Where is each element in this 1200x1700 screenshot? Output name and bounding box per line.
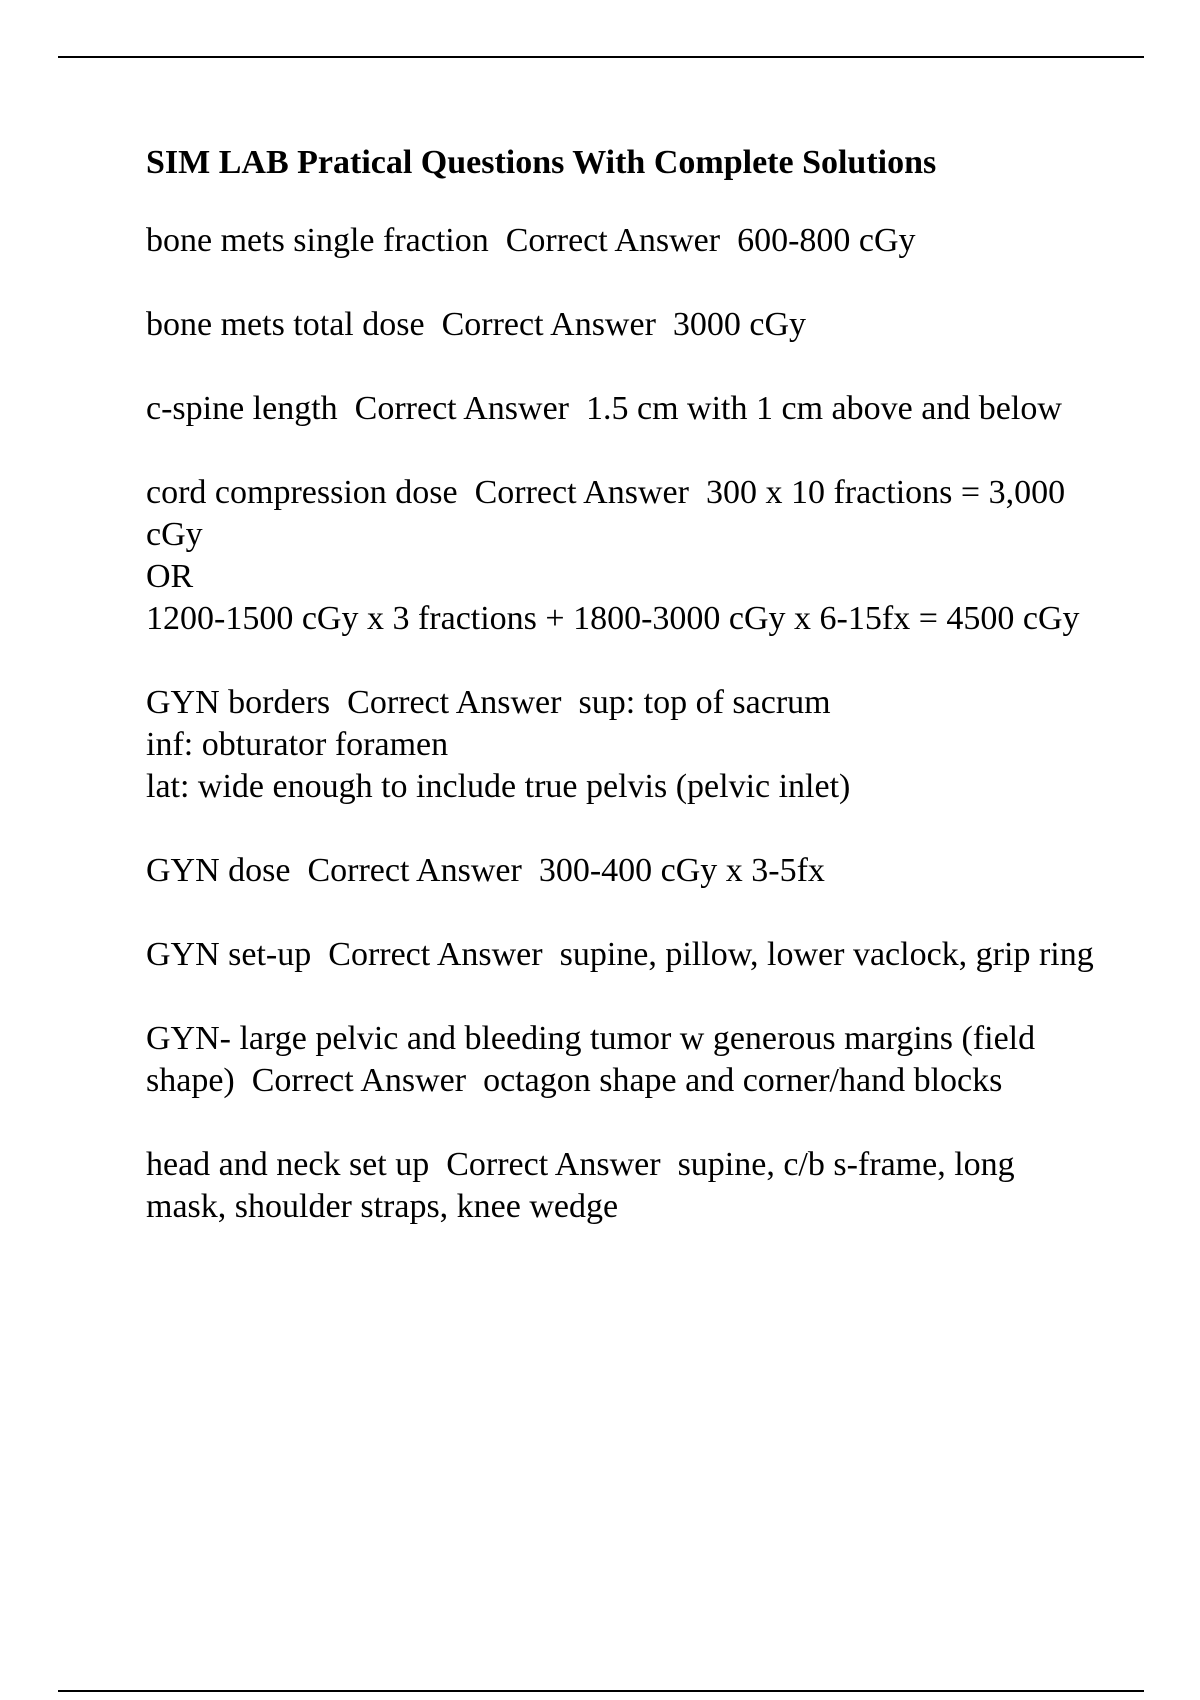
qa-first-line bbox=[146, 1144, 1096, 1228]
correct-answer-label: Correct Answer bbox=[330, 684, 579, 721]
header-rule bbox=[58, 56, 1144, 58]
answer-line: inf: obturator foramen bbox=[146, 726, 449, 763]
qa-first-line bbox=[146, 304, 1096, 346]
question-text: c-spine length bbox=[146, 390, 338, 427]
answer-line: lat: wide enough to include true pelvis (pelvic inlet) bbox=[146, 768, 851, 805]
correct-answer-label: Correct Answer bbox=[337, 390, 586, 427]
answer-text: octagon shape and corner/hand blocks bbox=[483, 1062, 1003, 1099]
qa-first-line bbox=[146, 472, 1096, 556]
question-text: GYN dose bbox=[146, 852, 291, 889]
document-body bbox=[146, 142, 1096, 1270]
footer-rule bbox=[58, 1690, 1144, 1692]
answer-text: sup: top of sacrum bbox=[578, 684, 831, 721]
correct-answer-label: Correct Answer bbox=[234, 1062, 484, 1099]
question-text: bone mets total dose bbox=[146, 306, 425, 343]
question-text: GYN set-up bbox=[146, 936, 312, 973]
answer-text: 600-800 cGy bbox=[737, 222, 916, 259]
qa-item bbox=[146, 1144, 1096, 1228]
qa-first-line bbox=[146, 934, 1096, 976]
answer-text: supine, c/b s-frame, long mask, shoulder straps, knee wedge bbox=[146, 1146, 1015, 1225]
question-text: cord compression dose bbox=[146, 474, 458, 511]
correct-answer-label: Correct Answer bbox=[290, 852, 539, 889]
correct-answer-label: Correct Answer bbox=[488, 222, 738, 259]
qa-item bbox=[146, 304, 1096, 346]
answer-line: 1200-1500 cGy x 3 fractions + 1800-3000 cGy x 6-15fx = 4500 cGy bbox=[146, 600, 1080, 637]
document-title: SIM LAB Pratical Questions With Complete Solutions bbox=[146, 144, 937, 181]
qa-first-line bbox=[146, 1018, 1096, 1102]
correct-answer-label: Correct Answer bbox=[429, 1146, 678, 1183]
qa-first-line bbox=[146, 220, 1096, 262]
question-text: bone mets single fraction bbox=[146, 222, 489, 259]
qa-item bbox=[146, 1018, 1096, 1102]
answer-line: OR bbox=[146, 558, 194, 595]
answer-text: 1.5 cm with 1 cm above and below bbox=[586, 390, 1062, 427]
qa-first-line bbox=[146, 850, 1096, 892]
correct-answer-label: Correct Answer bbox=[424, 306, 673, 343]
qa-first-line bbox=[146, 682, 1096, 724]
qa-item bbox=[146, 388, 1096, 430]
qa-item bbox=[146, 934, 1096, 976]
answer-text: supine, pillow, lower vaclock, grip ring bbox=[559, 936, 1094, 973]
question-text: head and neck set up bbox=[146, 1146, 430, 1183]
qa-item bbox=[146, 220, 1096, 262]
answer-text: 3000 cGy bbox=[672, 306, 807, 343]
qa-item bbox=[146, 682, 1096, 808]
qa-item bbox=[146, 472, 1096, 640]
answer-text: 300 x 10 fractions = 3,000 cGy bbox=[146, 474, 1066, 553]
qa-item bbox=[146, 850, 1096, 892]
question-text: GYN- large pelvic and bleeding tumor w generous margins (field shape) bbox=[146, 1020, 1036, 1099]
question-text: GYN borders bbox=[146, 684, 331, 721]
answer-text: 300-400 cGy x 3-5fx bbox=[538, 852, 825, 889]
qa-first-line bbox=[146, 388, 1096, 430]
correct-answer-label: Correct Answer bbox=[457, 474, 706, 511]
correct-answer-label: Correct Answer bbox=[311, 936, 560, 973]
